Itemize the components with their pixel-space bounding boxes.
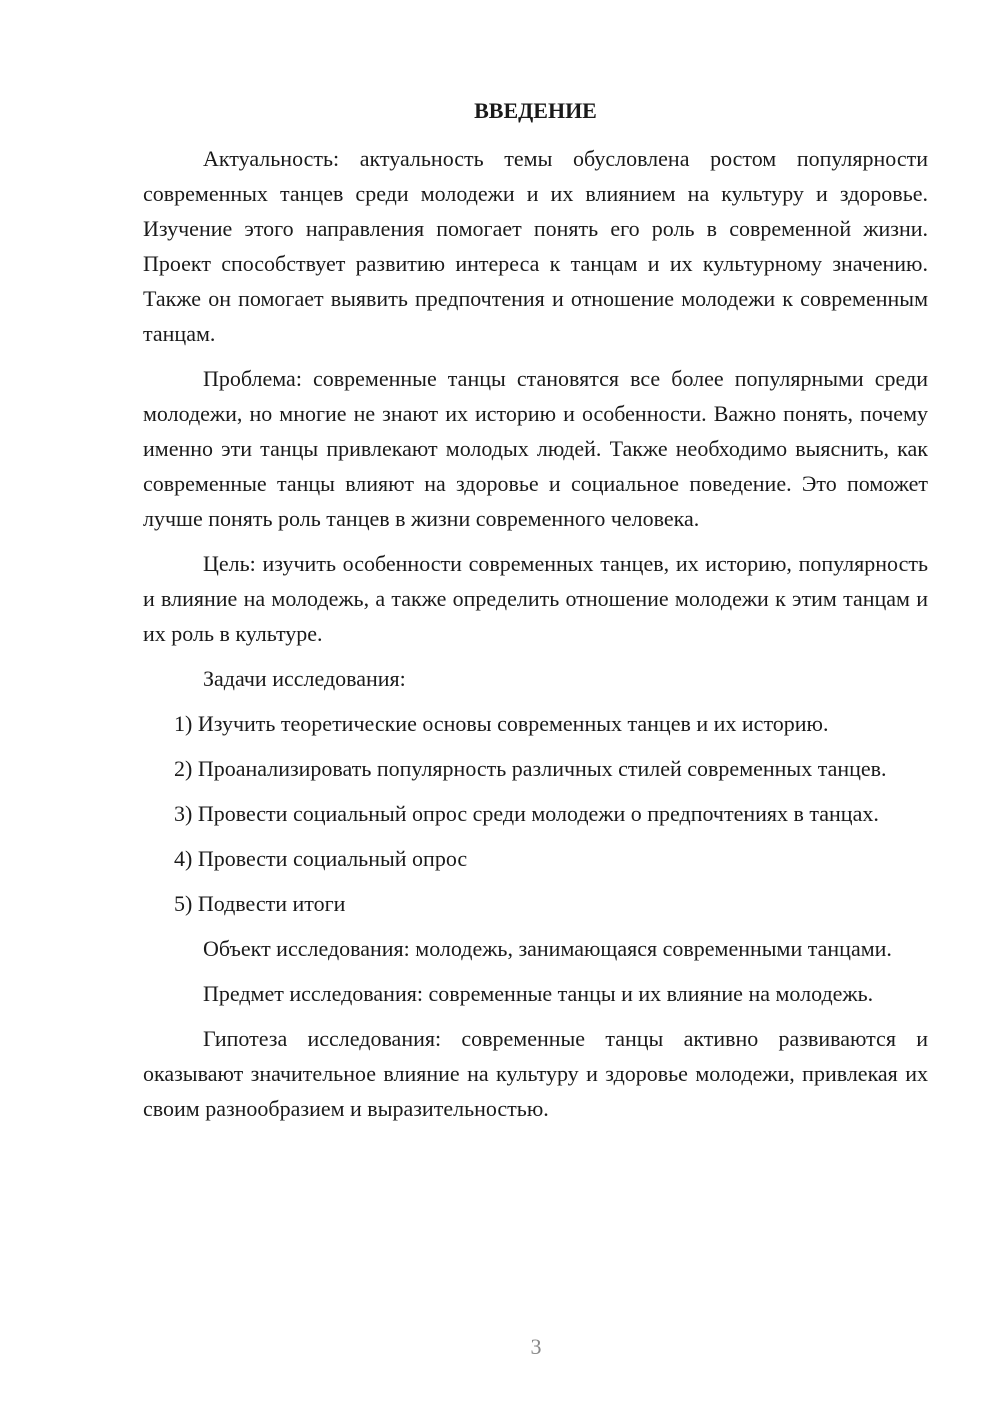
paragraph-goal: Цель: изучить особенности современных танцев, их историю, популярность и влияние на молодежь, а также определить отношение молодежи к этим танцам и их роль в культуре. [143,551,928,646]
tasks-heading: Задачи исследования: [203,666,406,691]
page-body [143,141,928,1136]
paragraph-object: Объект исследования: молодежь, занимающаяся современными танцами. [203,936,892,961]
task-item-2: 2) Проанализировать популярность различных стилей современных танцев. [174,756,887,781]
paragraph-hypothesis: Гипотеза исследования: современные танцы активно развиваются и оказывают значительное влияние на культуру и здоровье молодежи, привлекая их своим разнообразием и выразительностью. [143,1026,928,1121]
paragraph-subject: Предмет исследования: современные танцы и их влияние на молодежь. [203,981,874,1006]
page-title: ВВЕДЕНИЕ [474,98,597,123]
paragraph-problem: Проблема: современные танцы становятся все более популярными среди молодежи, но многие не знают их историю и особенности. Важно понять, почему именно эти танцы привлекают молодых людей. Также необходимо выяснить, как современные танцы влияют на здоровье и социальное поведение. Это поможет лучше понять роль танцев в жизни современного человека. [143,366,928,531]
paragraph-relevance: Актуальность: актуальность темы обусловлена ростом популярности современных танцев среди молодежи и их влиянием на культуру и здоровье. Изучение этого направления помогает понять его роль в современной жизни. Проект способствует развитию интереса к танцам и их культурному значению. Также он помогает выявить предпочтения и отношение молодежи к современным танцам. [143,146,928,346]
task-item-3: 3) Провести социальный опрос среди молодежи о предпочтениях в танцах. [174,801,879,826]
task-item-5: 5) Подвести итоги [174,891,346,916]
task-item-4: 4) Провести социальный опрос [174,846,468,871]
page-number: 3 [530,1334,542,1359]
task-item-1: 1) Изучить теоретические основы современных танцев и их историю. [174,711,829,736]
